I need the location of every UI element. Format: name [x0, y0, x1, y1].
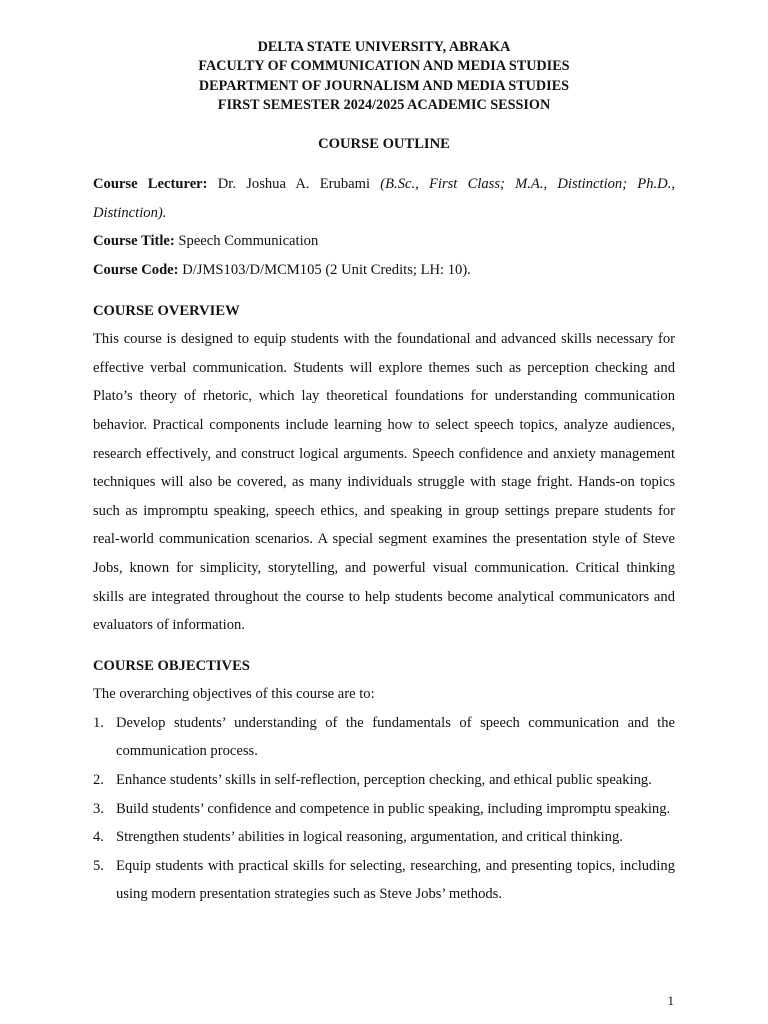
department-name: DEPARTMENT OF JOURNALISM AND MEDIA STUDIES: [198, 77, 570, 94]
faculty-name: FACULTY OF COMMUNICATION AND MEDIA STUDIES: [198, 58, 570, 75]
objective-text: Enhance students’ skills in self-reflection, perception checking, and ethical public speaking.: [116, 772, 652, 789]
course-lecturer-line: [93, 170, 675, 227]
objective-item: [93, 823, 675, 852]
university-name: DELTA STATE UNIVERSITY, ABRAKA: [257, 39, 511, 55]
overview-paragraph: This course is designed to equip students with the foundational and advanced skills necessary for effective verbal communication. Students will explore themes such as perception checking and Plato’s theory of rhetoric, which lay theoretical foundations for understanding communication behavior. Practical components include learning how to select speech topics, analyze audiences, research effectively, and construct logical arguments. Speech confidence and anxiety management techniques will also be covered, as many individuals struggle with stage fright. Hands-on topics such as impromptu speaking, speech ethics, and speaking in group settings prepare students for real-world communication scenarios. A special segment examines the presentation style of Steve Jobs, known for simplicity, storytelling, and powerful visual communication. Critical thinking skills are integrated throughout the course to help students become analytical communicators and evaluators of information.: [93, 331, 675, 634]
academic-session: FIRST SEMESTER 2024/2025 ACADEMIC SESSION: [217, 96, 551, 113]
course-title-line: [93, 227, 675, 256]
objective-number: 3.: [93, 800, 104, 817]
objective-text: Build students’ confidence and competence in public speaking, including impromptu speaking.: [116, 800, 671, 817]
course-lecturer-credentials: (B.Sc., First Class; M.A., Distinction; Ph.D., Distinction).: [93, 176, 675, 221]
course-title-label: Course Title:: [93, 233, 175, 250]
objective-text: Equip students with practical skills for selecting, researching, and presenting topics, including using modern presentation strategies such as Steve Jobs’ methods.: [116, 857, 675, 903]
overview-heading: COURSE OVERVIEW: [93, 302, 240, 319]
objective-number: 4.: [93, 829, 104, 846]
objectives-intro: The overarching objectives of this course are to:: [93, 686, 375, 703]
course-outline-title: COURSE OUTLINE: [318, 136, 450, 153]
page-number: 1: [667, 993, 674, 1008]
objective-number: 5.: [93, 857, 104, 874]
course-info: [93, 170, 675, 284]
objectives-heading: COURSE OBJECTIVES: [93, 657, 250, 674]
course-lecturer-label: Course Lecturer:: [93, 176, 208, 193]
course-code-value: D/JMS103/D/MCM105 (2 Unit Credits; LH: 10).: [182, 261, 471, 278]
objective-item: [93, 852, 675, 909]
course-code-label: Course Code:: [93, 261, 179, 278]
course-lecturer-name: Dr. Joshua A. Erubami: [217, 176, 371, 193]
course-title-value: Speech Communication: [178, 233, 319, 250]
objective-text: Strengthen students’ abilities in logical reasoning, argumentation, and critical thinking.: [116, 829, 623, 846]
objective-number: 2.: [93, 772, 104, 789]
objectives-list: [93, 709, 675, 909]
objective-number: 1.: [93, 714, 104, 731]
document-page: [93, 38, 675, 909]
course-code-line: [93, 256, 675, 285]
objective-item: [93, 709, 675, 766]
objective-text: Develop students’ understanding of the fundamentals of speech communication and the communication process.: [116, 714, 675, 760]
objective-item: [93, 795, 675, 824]
document-header: [93, 38, 675, 115]
objective-item: [93, 766, 675, 795]
